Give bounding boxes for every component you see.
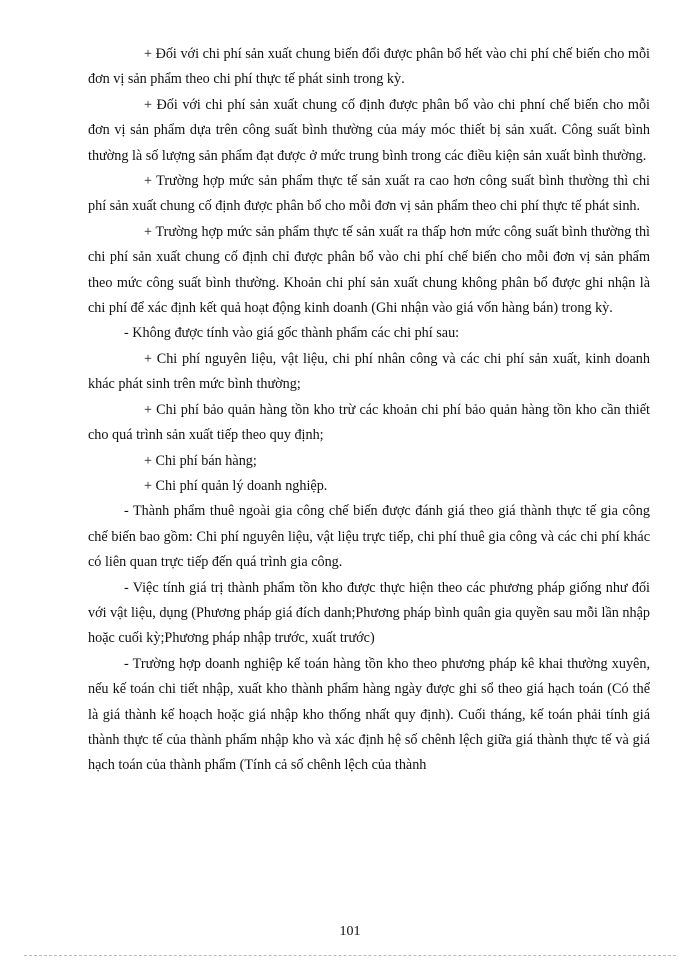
- paragraph: + Chi phí quản lý doanh nghiệp.: [144, 477, 328, 494]
- paragraph: + Chi phí bảo quản hàng tồn kho trừ các khoản chi phí bảo quản hàng tồn kho cần thiết cho quá trình sản xuất tiếp theo quy định;: [88, 401, 650, 444]
- paragraph: + Trường hợp mức sản phẩm thực tế sản xuất ra cao hơn công suất bình thường thì chi phí sản xuất chung cố định được phân bổ cho mỗi đơn vị sản phẩm theo chi phí thực tế phát sinh.: [88, 173, 650, 215]
- paragraph: - Trường hợp doanh nghiệp kế toán hàng tồn kho theo phương pháp kê khai thường xuyên, nếu kế toán chi tiết nhập, xuất kho thành phẩm hàng ngày được ghi sổ theo giá hạch toán (Có thể là giá thành kế hoạch hoặc giá nhập kho thống nhất quy định). Cuối tháng, kế toán phải tính giá thành thực tế của thành phẩm nhập kho và xác định hệ số chênh lệch giữa giá thành thực tế và giá hạch toán của thành phẩm (Tính cả số chênh lệch của thành: [88, 655, 650, 774]
- paragraph: + Chi phí bán hàng;: [144, 452, 257, 469]
- paragraph: - Thành phẩm thuê ngoài gia công chế biến được đánh giá theo giá thành thực tế gia công chế biến bao gồm: Chi phí nguyên liệu, vật liệu trực tiếp, chi phí thuê gia công và các chi phí khác có liên quan trực tiếp đến quá trình gia công.: [88, 503, 650, 571]
- paragraph: + Đối với chi phí sản xuất chung cố định được phân bổ vào chi phní chế biến cho mỗi đơn vị sản phẩm dựa trên công suất bình thường của máy móc thiết bị sản xuất. Công suất bình thường là số lượng sản phẩm đạt được ở mức trung bình trong các điều kiện sản xuất bình thường.: [88, 96, 650, 164]
- paragraph: + Trường hợp mức sản phẩm thực tế sản xuất ra thấp hơn mức công suất bình thường thì chi phí sản xuất chung cố định chỉ được phân bổ vào chi phí chế biến cho mỗi đơn vị sản phẩm theo mức công suất bình thường. Khoản chi phí sản xuất chung không phân bổ được ghi nhận là chi phí để xác định kết quả hoạt động kinh doanh (Ghi nhận vào giá vốn hàng bán) trong kỳ.: [88, 223, 650, 317]
- paragraph: + Chi phí nguyên liệu, vật liệu, chi phí nhân công và các chi phí sản xuất, kinh doanh khác phát sinh trên mức bình thường;: [88, 350, 650, 393]
- paragraph: + Đối với chi phí sản xuất chung biến đổi được phân bổ hết vào chi phí chế biến cho mỗi đơn vị sản phẩm theo chi phí thực tế phát sinh trong kỳ.: [88, 46, 650, 88]
- body-text: [88, 42, 650, 779]
- paragraph: - Không được tính vào giá gốc thành phẩm các chi phí sau:: [124, 325, 460, 342]
- paragraph: - Việc tính giá trị thành phẩm tồn kho được thực hiện theo các phương pháp giống như đối với vật liệu, dụng (Phương pháp giá đích danh;Phương pháp bình quân gia quyền sau mỗi lần nhập hoặc cuối kỳ;Phương pháp nhập trước, xuất trước): [88, 579, 650, 647]
- page-bottom-divider: [24, 955, 676, 956]
- page-number: 101: [339, 924, 361, 939]
